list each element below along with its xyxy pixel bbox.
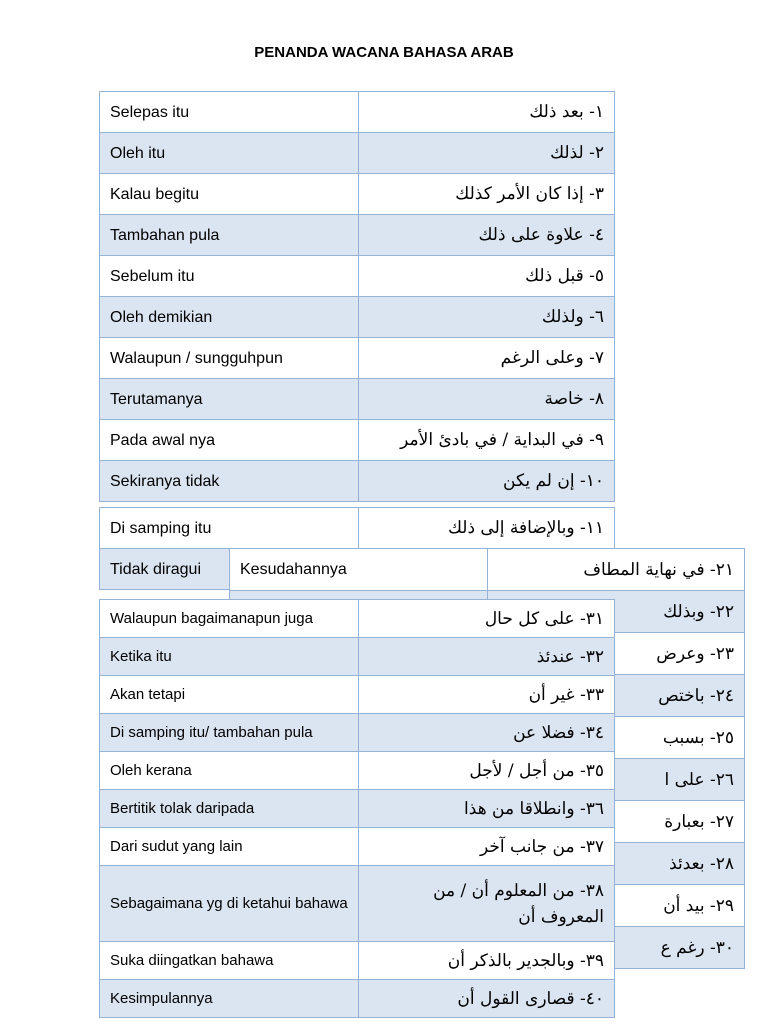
malay-cell: Kesimpulannya — [100, 980, 359, 1018]
table-row — [100, 676, 615, 714]
table-row — [100, 133, 615, 174]
malay-cell: Sebagaimana yg di ketahui bahawa — [100, 866, 359, 942]
malay-cell: Di samping itu/ tambahan pula — [100, 714, 359, 752]
malay-cell: Oleh itu — [100, 133, 359, 174]
arabic-cell: ٣- إذا كان الأمر كذلك — [359, 174, 615, 215]
arabic-cell: ٣٨- من المعلوم أن / من المعروف أن — [359, 866, 615, 942]
arabic-cell: ٩- في البداية / في بادئ الأمر — [359, 420, 615, 461]
arabic-cell: ١١- وبالإضافة إلى ذلك — [359, 508, 615, 549]
table-row — [100, 980, 615, 1018]
table-row — [100, 256, 615, 297]
arabic-cell: ٢٥- بسبب — [488, 717, 745, 759]
malay-cell: Di samping itu — [100, 508, 359, 549]
arabic-cell: ٢٤- باختص — [488, 675, 745, 717]
malay-cell: Tidak diragui — [100, 549, 359, 590]
arabic-cell: ١- بعد ذلك — [359, 92, 615, 133]
arabic-cell: ٧- وعلى الرغم — [359, 338, 615, 379]
phrase-table-1 — [99, 91, 615, 502]
table-row — [100, 714, 615, 752]
arabic-cell: ٣٠- رغم ع — [488, 927, 745, 969]
arabic-cell: ٢٩- بيد أن — [488, 885, 745, 927]
table-row — [100, 174, 615, 215]
table-row — [230, 549, 745, 591]
malay-cell: Walaupun / sungguhpun — [100, 338, 359, 379]
table-row — [100, 942, 615, 980]
arabic-cell: ٢- لذلك — [359, 133, 615, 174]
table-row — [100, 828, 615, 866]
malay-cell: Walaupun bagaimanapun juga — [100, 600, 359, 638]
arabic-cell: ٣٩- وبالجدير بالذكر أن — [359, 942, 615, 980]
arabic-cell: ٦- ولذلك — [359, 297, 615, 338]
table-row — [100, 92, 615, 133]
table-row — [100, 638, 615, 676]
arabic-cell: ٢٧- بعبارة — [488, 801, 745, 843]
table-row — [100, 600, 615, 638]
table-row — [100, 461, 615, 502]
malay-cell: Dari sudut yang lain — [100, 828, 359, 866]
arabic-cell: ٣١- على كل حال — [359, 600, 615, 638]
malay-cell: Pada awal nya — [100, 420, 359, 461]
arabic-cell: ٢٢- وبذلك — [488, 591, 745, 633]
table-row — [100, 338, 615, 379]
malay-cell: Kesudahannya — [230, 549, 488, 591]
phrase-table-4 — [99, 599, 615, 1018]
arabic-cell: ١٠- إن لم يكن — [359, 461, 615, 502]
arabic-cell: ٣٧- من جانب آخر — [359, 828, 615, 866]
malay-cell: Sekiranya tidak — [100, 461, 359, 502]
malay-cell: Selepas itu — [100, 92, 359, 133]
table-row — [100, 508, 615, 549]
malay-cell: Oleh demikian — [100, 297, 359, 338]
table-row — [100, 866, 615, 942]
malay-cell: Ketika itu — [100, 638, 359, 676]
table-row — [100, 420, 615, 461]
malay-cell: Terutamanya — [100, 379, 359, 420]
arabic-cell: ٥- قبل ذلك — [359, 256, 615, 297]
table-row — [100, 752, 615, 790]
arabic-cell: ٤- علاوة على ذلك — [359, 215, 615, 256]
arabic-cell: ٤٠- قصارى القول أن — [359, 980, 615, 1018]
arabic-cell: ٨- خاصة — [359, 379, 615, 420]
arabic-cell: ٣٢- عندئذ — [359, 638, 615, 676]
malay-cell: Oleh kerana — [100, 752, 359, 790]
arabic-cell: ٣٣- غير أن — [359, 676, 615, 714]
table-row — [100, 297, 615, 338]
arabic-cell: ٣٦- وانطلاقا من هذا — [359, 790, 615, 828]
page-title: PENANDA WACANA BAHASA ARAB — [254, 44, 514, 61]
arabic-cell: ٣٥- من أجل / لأجل — [359, 752, 615, 790]
table-row — [100, 379, 615, 420]
malay-cell: Suka diingatkan bahawa — [100, 942, 359, 980]
table-row — [100, 790, 615, 828]
arabic-cell: ٢٨- بعدئذ — [488, 843, 745, 885]
arabic-cell: ٢١- في نهاية المطاف — [488, 549, 745, 591]
malay-cell: Tambahan pula — [100, 215, 359, 256]
arabic-cell: ٢٦- على ا — [488, 759, 745, 801]
malay-cell: Kalau begitu — [100, 174, 359, 215]
table-row — [100, 215, 615, 256]
malay-cell: Akan tetapi — [100, 676, 359, 714]
arabic-cell: ٢٣- وعرض — [488, 633, 745, 675]
arabic-cell: ٣٤- فضلا عن — [359, 714, 615, 752]
malay-cell: Sebelum itu — [100, 256, 359, 297]
malay-cell: Bertitik tolak daripada — [100, 790, 359, 828]
